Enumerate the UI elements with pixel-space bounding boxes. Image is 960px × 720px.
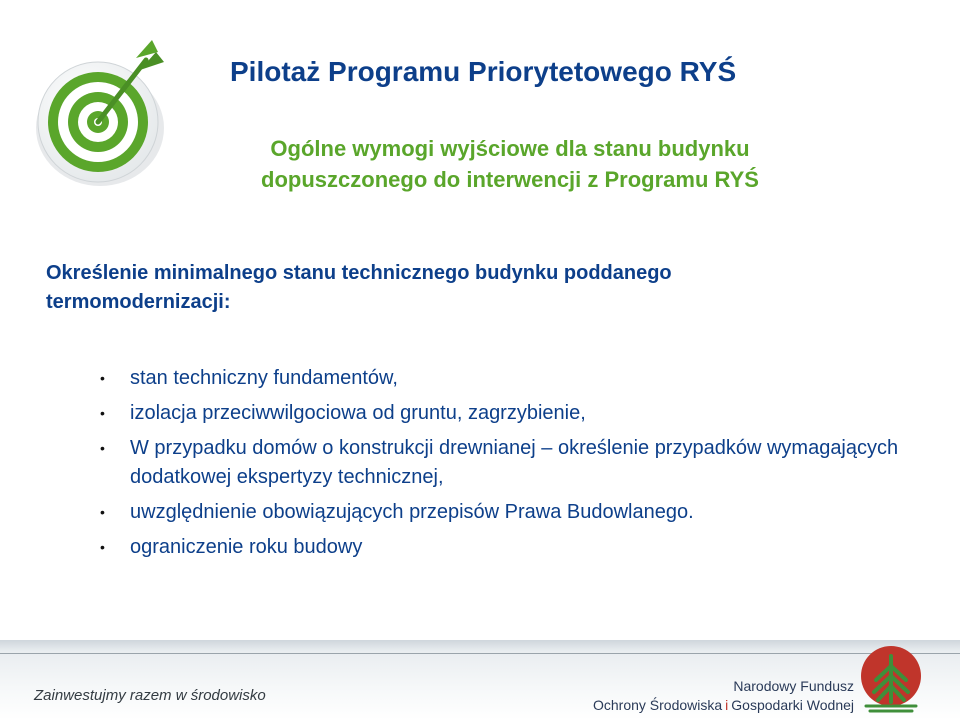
page-title: Pilotaż Programu Priorytetowego RYŚ [230, 56, 737, 87]
list-item-text: ograniczenie roku budowy [130, 536, 363, 558]
footer-tagline: Zainwestujmy razem w środowisko [34, 687, 266, 704]
list-item [100, 364, 920, 393]
subtitle-line-1: Ogólne wymogi wyjściowe dla stanu budynku [270, 136, 750, 161]
subtitle [190, 133, 830, 195]
list-item [100, 498, 920, 527]
list-item [100, 533, 920, 562]
list-item [100, 434, 920, 492]
org-name-line-2 [593, 697, 854, 713]
list-item [100, 399, 920, 428]
list-item-text: W przypadku domów o konstrukcji drewnianej – określenie przypadków wymagających dodatkowej ekspertyzy technicznej, [130, 437, 899, 488]
bullet-icon: • [100, 370, 105, 386]
dartboard-target-icon [28, 36, 178, 186]
org-name-part-1: Ochrony Środowiska [593, 697, 723, 713]
bullet-icon: • [100, 440, 105, 456]
list-item-text: stan techniczny fundamentów, [130, 367, 398, 389]
bullet-icon: • [100, 405, 105, 421]
list-item-text: uwzględnienie obowiązujących przepisów Prawa Budowlanego. [130, 501, 694, 523]
bullet-icon: • [100, 504, 105, 520]
org-name-line-1: Narodowy Fundusz [733, 678, 854, 694]
bullet-list [100, 364, 920, 568]
nfosigw-logo [856, 644, 926, 716]
org-name-part-2: Gospodarki Wodnej [731, 697, 854, 713]
bullet-icon: • [100, 539, 105, 555]
list-item-text: izolacja przeciwwilgociowa od gruntu, zagrzybienie, [130, 402, 586, 424]
org-name-separator: i [725, 697, 729, 713]
subtitle-line-2: dopuszczonego do interwencji z Programu RYŚ [261, 167, 759, 192]
footer-divider [0, 653, 960, 654]
intro-text: Określenie minimalnego stanu technicznego budynku poddanego termomodernizacji: [46, 262, 672, 313]
